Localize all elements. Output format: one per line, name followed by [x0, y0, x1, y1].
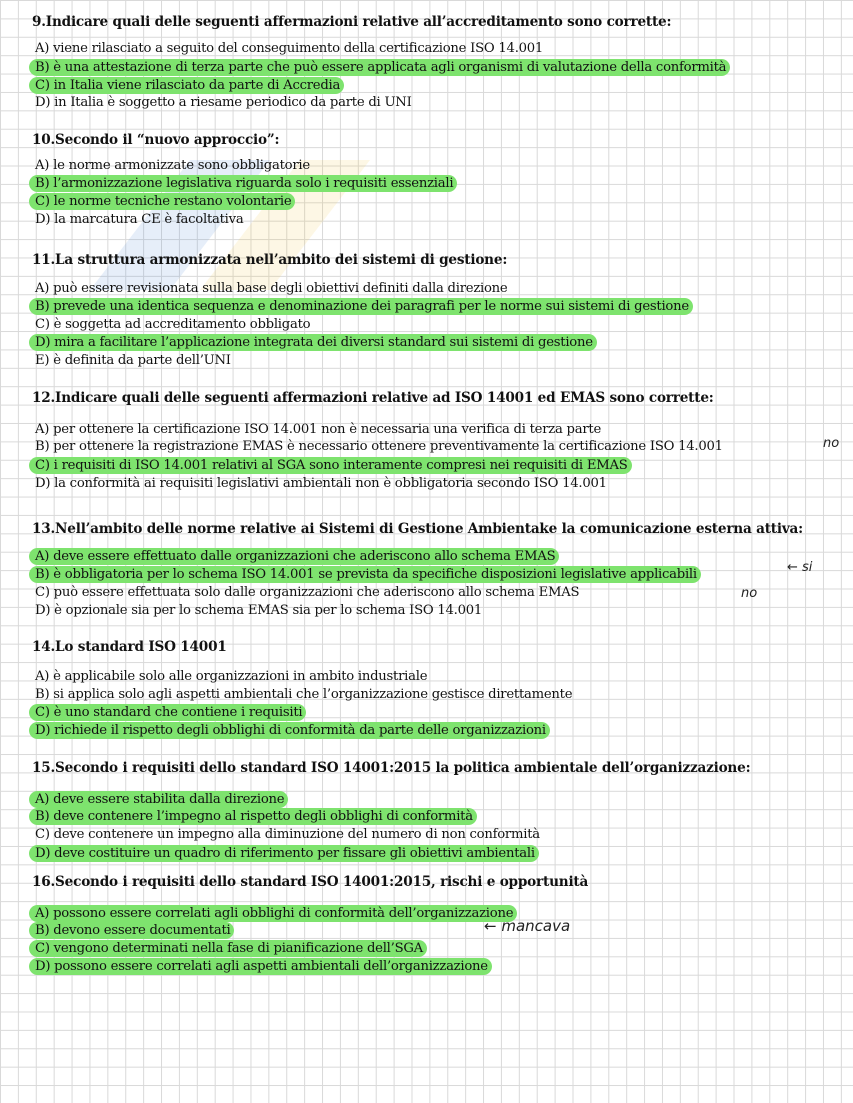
answer-option: A) le norme armonizzate sono obbligatorie: [35, 158, 310, 173]
handwritten-note: ← mancava: [484, 917, 571, 935]
answer-option-highlighted: B) devono essere documentati: [29, 922, 234, 939]
answer-option: B) per ottenere la registrazione EMAS è necessario ottenere preventivamente la certificazione ISO 14.001: [35, 439, 723, 454]
answer-option-highlighted: B) è obbligatoria per lo schema ISO 14.001 se prevista da specifiche disposizioni legislative applicabili: [29, 566, 701, 583]
answer-option: C) può essere effettuata solo dalle organizzazioni che aderiscono allo schema EMAS: [35, 585, 580, 600]
answer-option-highlighted: C) vengono determinati nella fase di pianificazione dell’SGA: [29, 940, 427, 957]
question-title: 16.Secondo i requisiti dello standard ISO 14001:2015, rischi e opportunità: [32, 874, 589, 890]
answer-option-highlighted: C) è uno standard che contiene i requisiti: [29, 704, 306, 721]
answer-option: D) la conformità ai requisiti legislativi ambientali non è obbligatoria secondo ISO 14.001: [35, 476, 607, 491]
question-title: 15.Secondo i requisiti dello standard ISO 14001:2015 la politica ambientale dell’organizzazione:: [32, 760, 751, 776]
answer-option: D) la marcatura CE è facoltativa: [35, 212, 244, 227]
answer-option: D) è opzionale sia per lo schema EMAS sia per lo schema ISO 14.001: [35, 603, 483, 618]
answer-option-highlighted: D) richiede il rispetto degli obblighi di conformità da parte delle organizzazioni: [29, 722, 550, 739]
answer-option: B) si applica solo agli aspetti ambientali che l’organizzazione gestisce direttamente: [35, 687, 573, 702]
answer-option-highlighted: A) deve essere stabilita dalla direzione: [29, 791, 288, 808]
answer-option-highlighted: B) prevede una identica sequenza e denominazione dei paragrafi per le norme sui sistemi di gestione: [29, 298, 693, 315]
question-title: 13.Nell’ambito delle norme relative ai Sistemi di Gestione Ambientake la comunicazione esterna attiva:: [32, 521, 803, 537]
answer-option: A) è applicabile solo alle organizzazioni in ambito industriale: [35, 669, 428, 684]
question-title: 9.Indicare quali delle seguenti affermazioni relative all’accreditamento sono corrette:: [32, 14, 672, 30]
handwritten-note: no: [823, 436, 840, 451]
question-title: 10.Secondo il “nuovo approccio”:: [32, 132, 280, 148]
answer-option-highlighted: C) in Italia viene rilasciato da parte di Accredia: [29, 77, 344, 94]
answer-option: C) è soggetta ad accreditamento obbligato: [35, 317, 311, 332]
answer-option: C) deve contenere un impegno alla diminuzione del numero di non conformità: [35, 827, 540, 842]
answer-option-highlighted: D) deve costituire un quadro di riferimento per fissare gli obiettivi ambientali: [29, 845, 539, 862]
handwritten-note: no: [741, 586, 758, 601]
answer-option-highlighted: A) deve essere effettuato dalle organizzazioni che aderiscono allo schema EMAS: [29, 548, 559, 565]
answer-option: D) in Italia è soggetto a riesame periodico da parte di UNI: [35, 95, 412, 110]
answer-option-highlighted: D) mira a facilitare l’applicazione integrata dei diversi standard sui sistemi di gestione: [29, 334, 597, 351]
answer-option-highlighted: D) possono essere correlati agli aspetti ambientali dell’organizzazione: [29, 958, 492, 975]
question-title: 11.La struttura armonizzata nell’ambito dei sistemi di gestione:: [32, 252, 508, 268]
answer-option: E) è definita da parte dell’UNI: [35, 353, 231, 368]
answer-option: A) può essere revisionata sulla base degli obiettivi definiti dalla direzione: [35, 281, 508, 296]
answer-option-highlighted: C) i requisiti di ISO 14.001 relativi al SGA sono interamente compresi nei requisiti di EMAS: [29, 457, 632, 474]
answer-option: A) viene rilasciato a seguito del conseguimento della certificazione ISO 14.001: [35, 41, 544, 56]
question-title: 12.Indicare quali delle seguenti affermazioni relative ad ISO 14001 ed EMAS sono corrette:: [32, 390, 714, 406]
answer-option-highlighted: B) è una attestazione di terza parte che può essere applicata agli organismi di valutazione della conformità: [29, 59, 730, 76]
answer-option-highlighted: A) possono essere correlati agli obblighi di conformità dell’organizzazione: [29, 905, 517, 922]
answer-option-highlighted: C) le norme tecniche restano volontarie: [29, 193, 295, 210]
answer-option-highlighted: B) deve contenere l’impegno al rispetto degli obblighi di conformità: [29, 808, 477, 825]
answer-option-highlighted: B) l’armonizzazione legislativa riguarda solo i requisiti essenziali: [29, 175, 457, 192]
answer-option: A) per ottenere la certificazione ISO 14.001 non è necessaria una verifica di terza parte: [35, 422, 602, 437]
question-title: 14.Lo standard ISO 14001: [32, 639, 227, 655]
handwritten-note: ← si: [787, 560, 813, 575]
